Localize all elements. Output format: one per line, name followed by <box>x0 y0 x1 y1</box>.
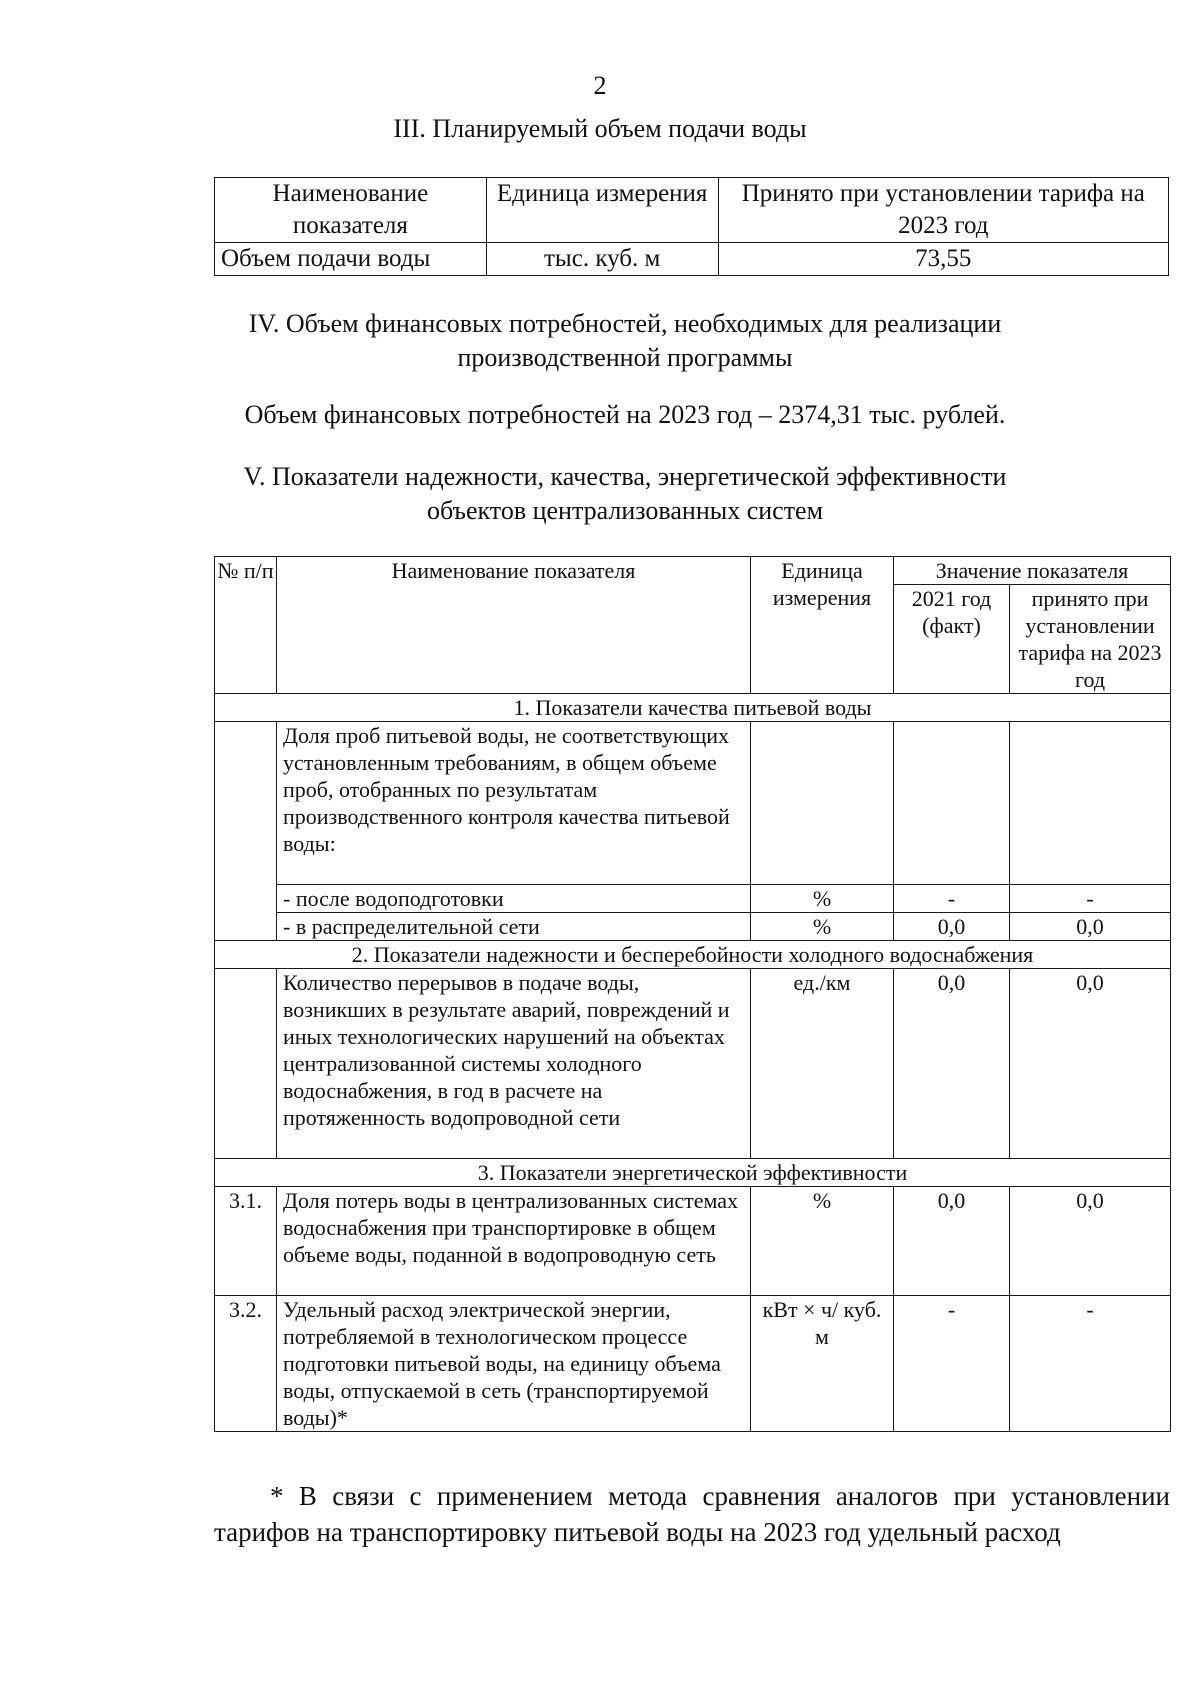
cell-tariff: 0,0 <box>1010 969 1171 1159</box>
cell-unit: % <box>751 913 894 941</box>
financial-needs-text: Объем финансовых потребностей на 2023 год – 2374,31 тыс. рублей. <box>244 400 1006 429</box>
page-number: 2 <box>593 71 607 100</box>
group-3-title: 3. Показатели энергетической эффективности <box>215 1159 1171 1187</box>
cell-unit: тыс. куб. м <box>486 243 718 276</box>
group-row <box>215 694 1171 722</box>
cell-2021: 0,0 <box>894 913 1010 941</box>
planned-water-supply-table <box>214 177 1169 276</box>
header-indicator-name: Наименование показателя <box>215 178 487 243</box>
cell-num <box>215 722 277 941</box>
cell-2021: 0,0 <box>894 1187 1010 1296</box>
cell-name: - в распределительной сети <box>277 913 751 941</box>
table-row <box>215 1296 1171 1432</box>
header-unit: Единица измерения <box>486 178 718 243</box>
header-tariff-2023: принято при установлении тарифа на 2023 год <box>1010 585 1171 694</box>
cell-2021: 0,0 <box>894 969 1010 1159</box>
cell-value: 73,55 <box>718 243 1168 276</box>
cell-unit <box>751 722 894 885</box>
section-4-title-line2: производственной программы <box>457 343 793 372</box>
cell-tariff: - <box>1010 885 1171 913</box>
section-4-title-line1: IV. Объем финансовых потребностей, необходимых для реализации <box>248 309 1002 338</box>
group-row <box>215 1159 1171 1187</box>
cell-unit: кВт × ч/ куб. м <box>751 1296 894 1432</box>
cell-num: 3.2. <box>215 1296 277 1432</box>
cell-unit: % <box>751 885 894 913</box>
header-accepted-tariff: Принято при установлении тарифа на 2023 год <box>718 178 1168 243</box>
table-header-row <box>215 557 1171 585</box>
cell-2021: - <box>894 885 1010 913</box>
cell-unit: % <box>751 1187 894 1296</box>
cell-tariff: - <box>1010 1296 1171 1432</box>
group-2-title: 2. Показатели надежности и бесперебойности холодного водоснабжения <box>215 941 1171 969</box>
footnote: * В связи с применением метода сравнения аналогов при установлении тарифов на транспортировку питьевой воды на 2023 год удельный расход <box>214 1481 1170 1547</box>
group-row <box>215 941 1171 969</box>
cell-name: - после водоподготовки <box>277 885 751 913</box>
cell-tariff: 0,0 <box>1010 1187 1171 1296</box>
cell-name: Количество перерывов в подаче воды, возникших в результате аварий, повреждений и иных технологических нарушений на объектах централизованной системы холодного водоснабжения, в год в расчете на протяженность водопроводной сети <box>277 969 751 1159</box>
header-name: Наименование показателя <box>277 557 751 694</box>
group-1-title: 1. Показатели качества питьевой воды <box>215 694 1171 722</box>
cell-indicator: Объем подачи воды <box>215 243 487 276</box>
section-5-title-line1: V. Показатели надежности, качества, энергетической эффективности <box>243 462 1007 491</box>
cell-name: Доля потерь воды в централизованных системах водоснабжения при транспортировке в общем объеме воды, поданной в водопроводную сеть <box>277 1187 751 1296</box>
table-header-row <box>215 178 1169 243</box>
section-4-title <box>0 307 1200 375</box>
cell-unit: ед./км <box>751 969 894 1159</box>
cell-name: Удельный расход электрической энергии, потребляемой в технологическом процессе подготовки питьевой воды, на единицу объема воды, отпускаемой в сеть (транспортируемой воды)* <box>277 1296 751 1432</box>
cell-2021: - <box>894 1296 1010 1432</box>
section-5-title <box>0 460 1200 528</box>
table-row <box>215 969 1171 1159</box>
table-row <box>215 722 1171 885</box>
cell-name: Доля проб питьевой воды, не соответствующих установленным требованиям, в общем объеме проб, отобранных по результатам производственного контроля качества питьевой воды: <box>277 722 751 885</box>
cell-2021 <box>894 722 1010 885</box>
table-row <box>215 243 1169 276</box>
table-row <box>215 1187 1171 1296</box>
section-5-title-line2: объектов централизованных систем <box>426 496 824 525</box>
header-2021: 2021 год (факт) <box>894 585 1010 694</box>
section-3-title: III. Планируемый объем подачи воды <box>393 114 807 143</box>
header-num: № п/п <box>215 557 277 694</box>
header-unit: Единица измерения <box>751 557 894 694</box>
table-row <box>215 885 1171 913</box>
cell-num <box>215 969 277 1159</box>
cell-tariff <box>1010 722 1171 885</box>
table-row <box>215 913 1171 941</box>
cell-num: 3.1. <box>215 1187 277 1296</box>
cell-tariff: 0,0 <box>1010 913 1171 941</box>
header-value: Значение показателя <box>894 557 1171 585</box>
reliability-indicators-table <box>214 556 1171 1432</box>
